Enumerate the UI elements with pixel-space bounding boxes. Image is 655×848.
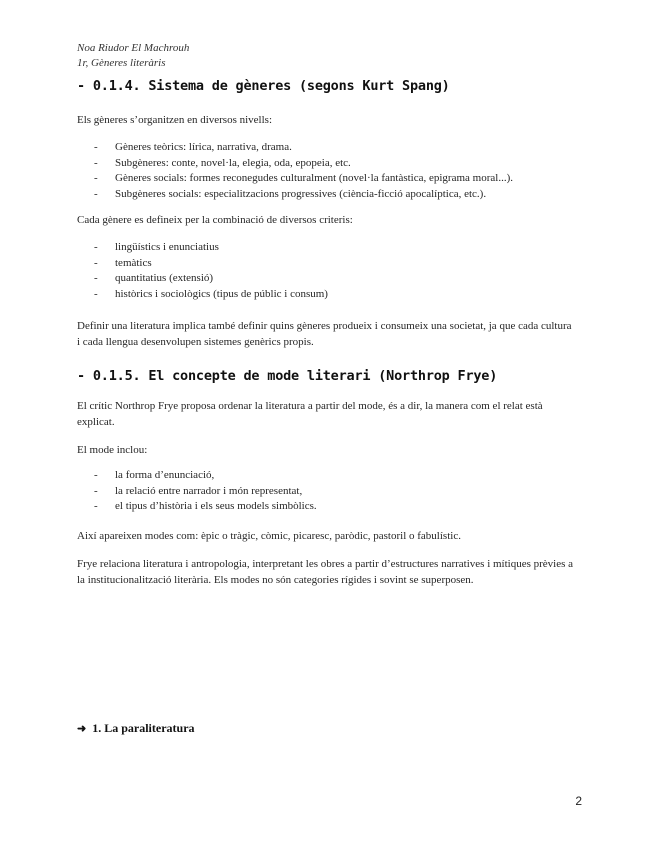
genre-levels-intro: Els gèneres s’organitzen en diversos nivells: — [77, 114, 272, 126]
section-heading-genre-system: - 0.1.4. Sistema de gèneres (segons Kurt Spang) — [77, 78, 450, 94]
genre-levels-list — [94, 140, 513, 202]
list-dash: - — [94, 287, 98, 300]
mode-intro: El mode inclou: — [77, 444, 148, 456]
arrow-right-icon: ➜ — [77, 723, 87, 735]
list-dash: - — [94, 187, 98, 200]
list-item: - Gèneres socials: formes reconegudes culturalment (novel·la fantàstica, epigrama moral...). — [94, 171, 513, 187]
next-section-heading — [77, 720, 195, 737]
course-title: 1r, Gèneres literàris — [77, 57, 166, 69]
list-dash: - — [94, 241, 98, 253]
author-name: Noa Riudor El Machrouh — [77, 42, 190, 54]
list-dash: - — [94, 156, 98, 169]
list-dash: - — [94, 500, 98, 512]
list-item: - Subgèneres socials: especialitzacions progressives (ciència-ficció apocalíptica, etc.). — [94, 187, 513, 203]
list-item: - la relació entre narrador i món representat, — [94, 484, 317, 500]
mode-components-list — [94, 468, 317, 515]
modes-examples: Així apareixen modes com: èpic o tràgic, còmic, picaresc, paròdic, pastoril o fabulístic. — [77, 530, 461, 542]
running-header — [77, 41, 189, 71]
list-item: - temàtics — [94, 256, 328, 272]
list-item: - la forma d’enunciació, — [94, 468, 317, 484]
list-item: - Subgèneres: conte, novel·la, elegia, oda, epopeia, etc. — [94, 156, 513, 172]
list-item: - històrics i sociològics (tipus de públic i consum) — [94, 287, 328, 303]
page-number: 2 — [575, 794, 582, 808]
list-dash: - — [94, 484, 98, 497]
list-dash: - — [94, 256, 98, 269]
criteria-intro: Cada gènere es defineix per la combinació de diversos criteris: — [77, 214, 353, 226]
frye-anthropology: Frye relaciona literatura i antropologia, interpretant les obres a partir d’estructures narratives i mítiques prèvies a la institucionalització literària. Els modes no són categories rígides i sovint se superposen. — [77, 558, 574, 586]
next-section-label: 1. La paraliteratura — [92, 721, 195, 735]
criteria-list — [94, 240, 328, 302]
list-item: - lingüístics i enunciatius — [94, 240, 328, 256]
list-item: - el tipus d’història i els seus models simbòlics. — [94, 499, 317, 515]
list-item: - Gèneres teòrics: lírica, narrativa, drama. — [94, 140, 513, 156]
list-dash: - — [94, 469, 98, 481]
list-item: - quantitatius (extensió) — [94, 271, 328, 287]
list-dash: - — [94, 141, 98, 153]
list-dash: - — [94, 272, 98, 284]
genre-system-conclusion: Definir una literatura implica també definir quins gèneres produeix i consumeix una societat, ja que cada cultura i cada llengua desenvolupen sistemes genèrics propis. — [77, 320, 572, 348]
frye-intro: El crític Northrop Frye proposa ordenar la literatura a partir del mode, és a dir, la manera com el relat està explicat. — [77, 400, 543, 428]
list-dash: - — [94, 172, 98, 184]
section-heading-literary-mode: - 0.1.5. El concepte de mode literari (Northrop Frye) — [77, 368, 498, 384]
